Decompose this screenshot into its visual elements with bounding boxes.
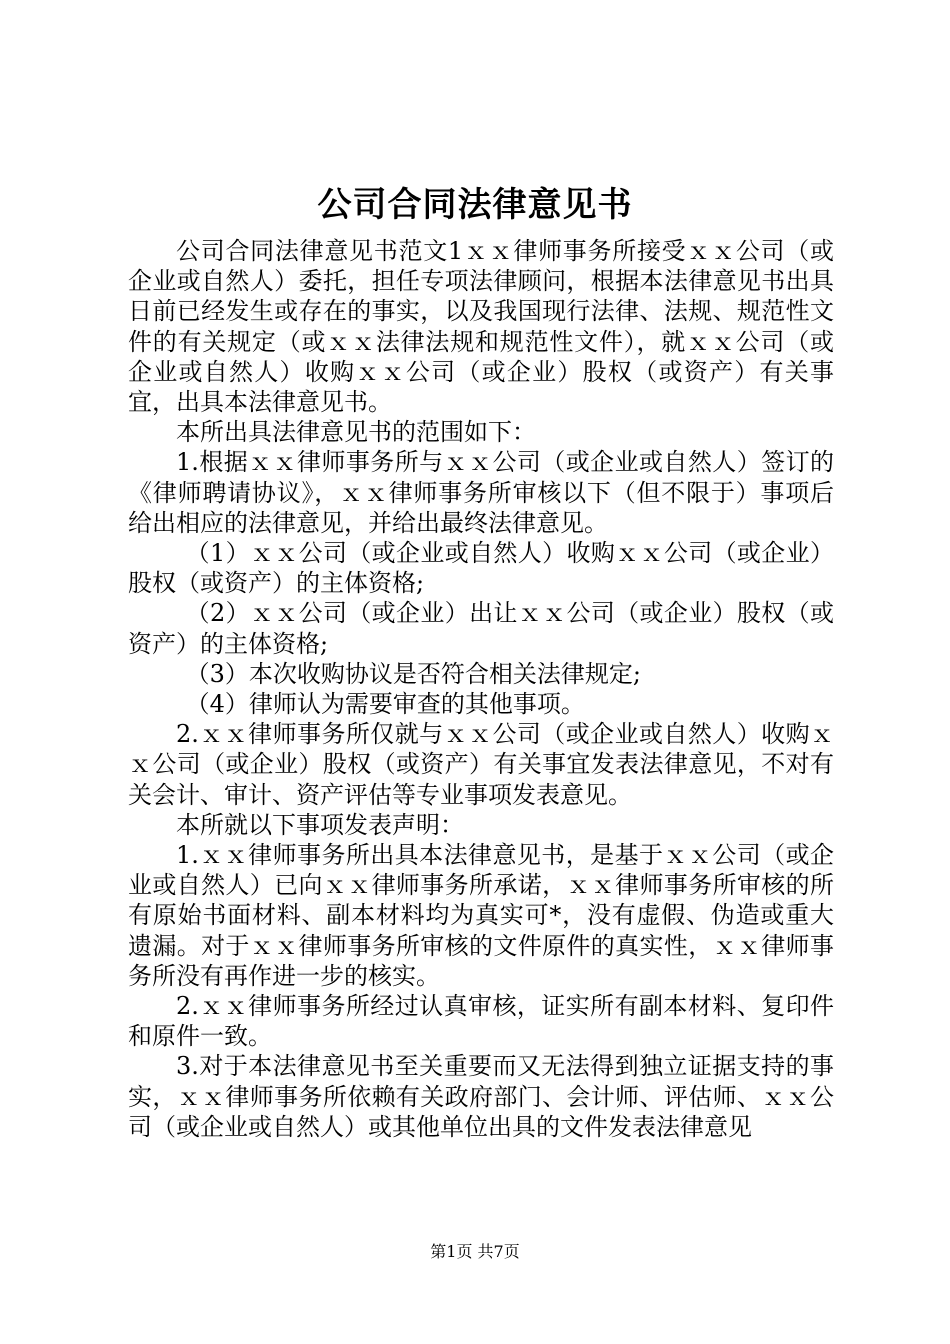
- paragraph-scope-subitem-2: （2）ｘｘ公司（或企业）出让ｘｘ公司（或企业）股权（或资产）的主体资格;: [128, 599, 834, 658]
- paragraph-scope-item-2: 2.ｘｘ律师事务所仅就与ｘｘ公司（或企业或自然人）收购ｘｘ公司（或企业）股权（或资产）有关事宜发表法律意见，不对有关会计、审计、资产评估等专业事项发表意见。: [128, 720, 834, 809]
- paragraph-scope-item-1: 1.根据ｘｘ律师事务所与ｘｘ公司（或企业或自然人）签订的《律师聘请协议》，ｘｘ律师事务所审核以下（但不限于）事项后给出相应的法律意见，并给出最终法律意见。: [128, 448, 834, 537]
- paragraph-statement-item-2: 2.ｘｘ律师事务所经过认真审核，证实所有副本材料、复印件和原件一致。: [128, 992, 834, 1051]
- paragraph-scope-subitem-1: （1）ｘｘ公司（或企业或自然人）收购ｘｘ公司（或企业）股权（或资产）的主体资格;: [128, 539, 834, 598]
- paragraph-scope-heading: 本所出具法律意见书的范围如下：: [176, 418, 536, 447]
- paragraph-statement-item-1: 1.ｘｘ律师事务所出具本法律意见书，是基于ｘｘ公司（或企业或自然人）已向ｘｘ律师事务所承诺，ｘｘ律师事务所审核的所有原始书面材料、副本材料均为真实可*，没有虚假、伪造或重大遗漏。对于ｘｘ律师事务所审核的文件原件的真实性，ｘｘ律师事务所没有再作进一步的核实。: [128, 841, 834, 990]
- document-body: [128, 236, 834, 1142]
- document-title: 公司合同法律意见书: [317, 185, 633, 225]
- paragraph-statement-item-3: 3.对于本法律意见书至关重要而又无法得到独立证据支持的事实，ｘｘ律师事务所依赖有关政府部门、会计师、评估师、ｘｘ公司（或企业或自然人）或其他单位出具的文件发表法律意见: [128, 1052, 834, 1141]
- paragraph-intro: 公司合同法律意见书范文1ｘｘ律师事务所接受ｘｘ公司（或企业或自然人）委托，担任专项法律顾问，根据本法律意见书出具日前已经发生或存在的事实，以及我国现行法律、法规、规范性文件的有关规定（或ｘｘ法律法规和规范性文件），就ｘｘ公司（或企业或自然人）收购ｘｘ公司（或企业）股权（或资产）有关事宜，出具本法律意见书。: [128, 237, 834, 417]
- page-indicator: 第1页 共7页: [430, 1242, 520, 1261]
- page-footer: [0, 1240, 950, 1264]
- paragraph-scope-subitem-3: （3）本次收购协议是否符合相关法律规定;: [185, 659, 641, 688]
- paragraph-statement-heading: 本所就以下事项发表声明：: [176, 810, 464, 839]
- paragraph-scope-subitem-4: （4）律师认为需要审查的其他事项。: [185, 690, 585, 719]
